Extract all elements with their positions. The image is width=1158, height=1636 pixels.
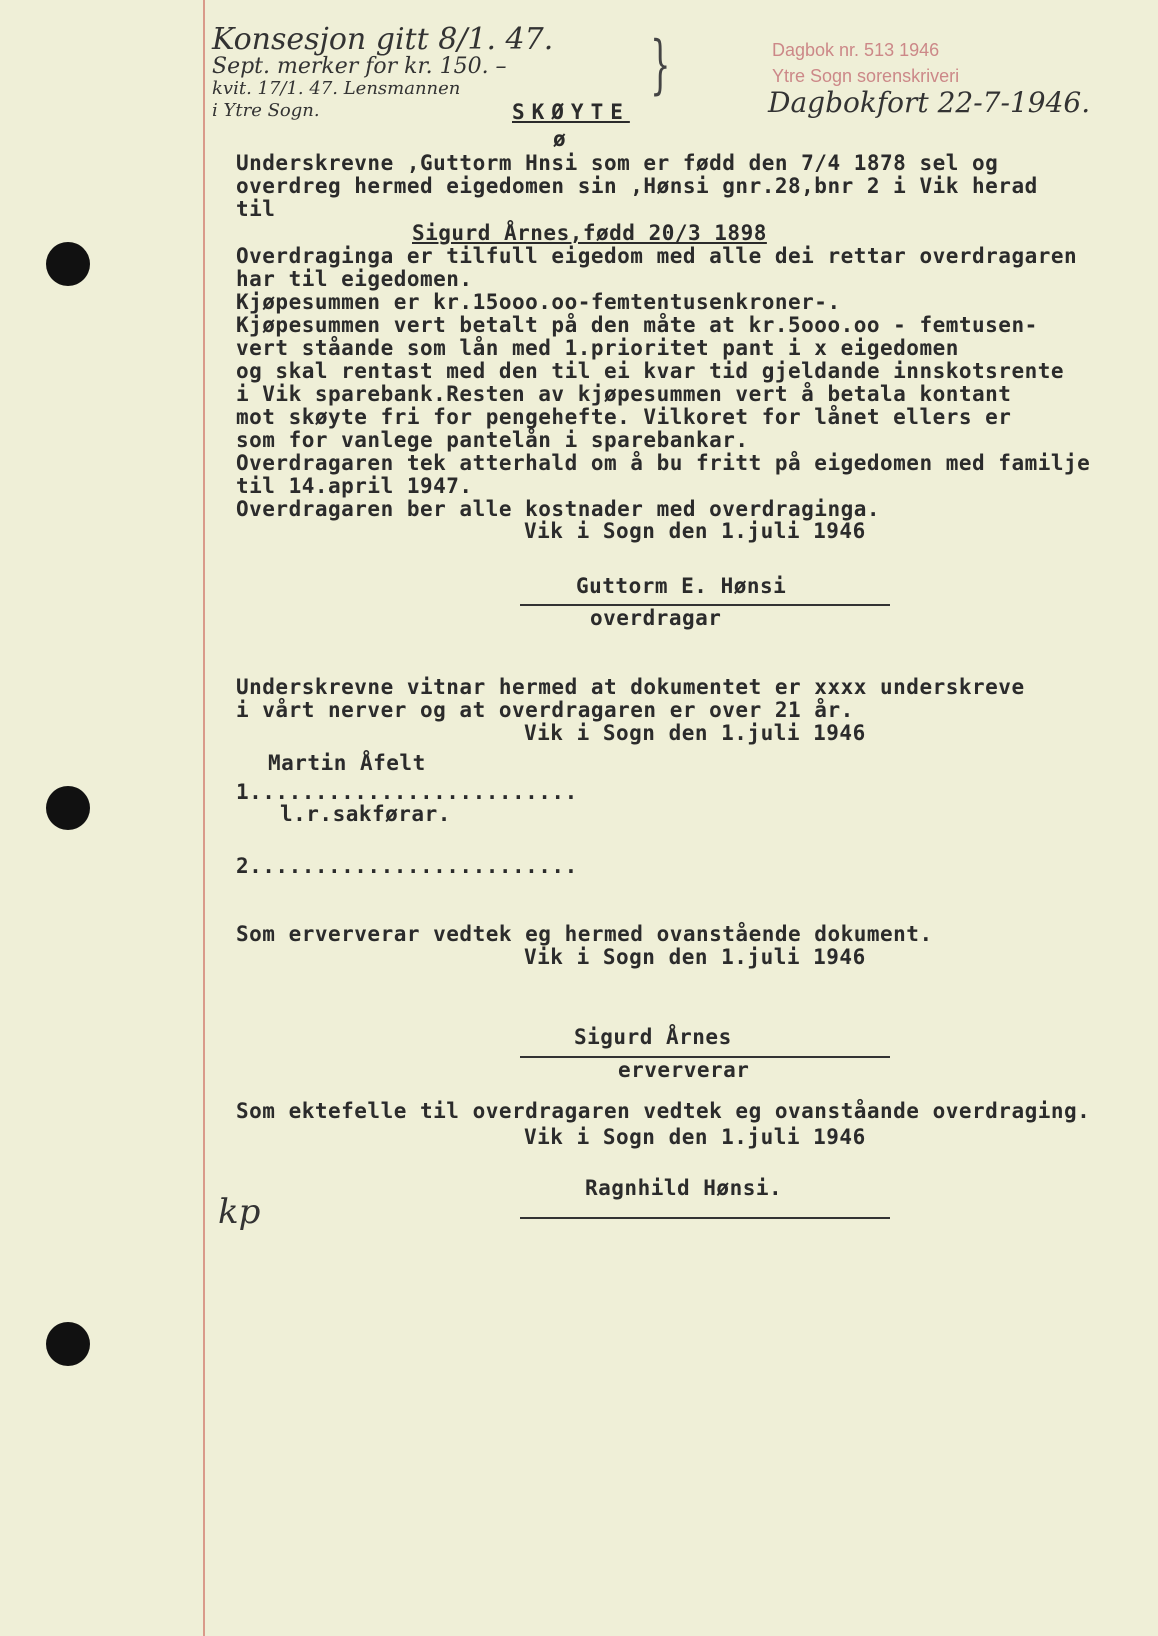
witness-name: Martin Åfelt [268,751,426,775]
buyer-name: Sigurd Årnes [574,1025,732,1049]
witness-line-1: 1......................... [236,780,578,804]
body-line: og skal rentast med den til ei kvar tid gjeldande innskotsrente [236,359,1065,383]
body-line: Overdragaren tek atterhald om å bu fritt på eigedomen med familje [236,451,1091,475]
body-line: til [236,197,276,221]
seller-name: Guttorm E. Hønsi [576,574,787,598]
stamp-line: Dagbok nr. 513 1946 [772,40,940,60]
body-line: som for vanlege pantelån i sparebankar. [236,428,749,452]
buyer-role: erververar [618,1058,750,1082]
buyer-name-line: Sigurd Årnes,fødd 20/3 1898 [412,221,767,245]
brace-mark: } [650,28,671,102]
stamp-line: Ytre Sogn sorenskriveri [772,66,960,86]
handwritten-note-line: Sept. merker for kr. 150. – [212,54,507,79]
spouse-text-line: Som ektefelle til overdragaren vedtek eg ovanståande overdraging. [236,1099,1091,1123]
document-title: SKØYTE [512,100,630,124]
body-line: overdreg hermed eigedomen sin ,Hønsi gnr.28,bnr 2 i Vik herad [236,174,1038,198]
body-line: Overdragaren ber alle kostnader med overdraginga. [236,497,881,521]
buyer-text-line: Som erververar vedtek eg hermed ovanstående dokument. [236,922,933,946]
body-line: til 14.april 1947. [236,474,473,498]
body-line: Kjøpesummen vert betalt på den måte at kr.5ooo.oo - femtusen- [236,313,1038,337]
place-date: Vik i Sogn den 1.juli 1946 [524,519,866,543]
body-line: har til eigedomen. [236,267,473,291]
witness-text-line: Underskrevne vitnar hermed at dokumentet er xxxx underskreve [236,675,1025,699]
punch-hole [46,1322,90,1366]
seller-role: overdragar [590,606,722,630]
title-mark: ø [553,127,567,151]
signature-rule [520,1217,890,1219]
handwritten-note-line: kvit. 17/1. 47. Lensmannen [212,78,461,99]
punch-hole [46,786,90,830]
punch-hole [46,242,90,286]
witness-line-2: 2......................... [236,854,578,878]
margin-line [203,0,205,1636]
place-date: Vik i Sogn den 1.juli 1946 [524,945,866,969]
body-line: i Vik sparebank.Resten av kjøpesummen vert å betala kontant [236,382,1012,406]
body-line: mot skøyte fri for pengehefte. Vilkoret for lånet ellers er [236,405,1012,429]
spouse-name: Ragnhild Hønsi. [585,1176,783,1200]
initials: kp [218,1192,261,1232]
body-line: Underskrevne ,Guttorm Hnsi som er fødd den 7/4 1878 sel og [236,151,999,175]
handwritten-note-line: Konsesjon gitt 8/1. 47. [212,22,554,57]
handwritten-note-line: i Ytre Sogn. [212,100,320,121]
body-line: Kjøpesummen er kr.15ooo.oo-femtentusenkroner-. [236,290,841,314]
place-date: Vik i Sogn den 1.juli 1946 [524,721,866,745]
witness-title: l.r.sakførar. [280,802,451,826]
body-line: vert ståande som lån med 1.prioritet pant i x eigedomen [236,336,959,360]
place-date: Vik i Sogn den 1.juli 1946 [524,1125,866,1149]
stamp-handwritten-date: Dagbokfort 22-7-1946. [768,86,1091,119]
body-line: Overdraginga er tilfull eigedom med alle dei rettar overdragaren [236,244,1078,268]
witness-text-line: i vårt nerver og at overdragaren er over 21 år. [236,698,854,722]
